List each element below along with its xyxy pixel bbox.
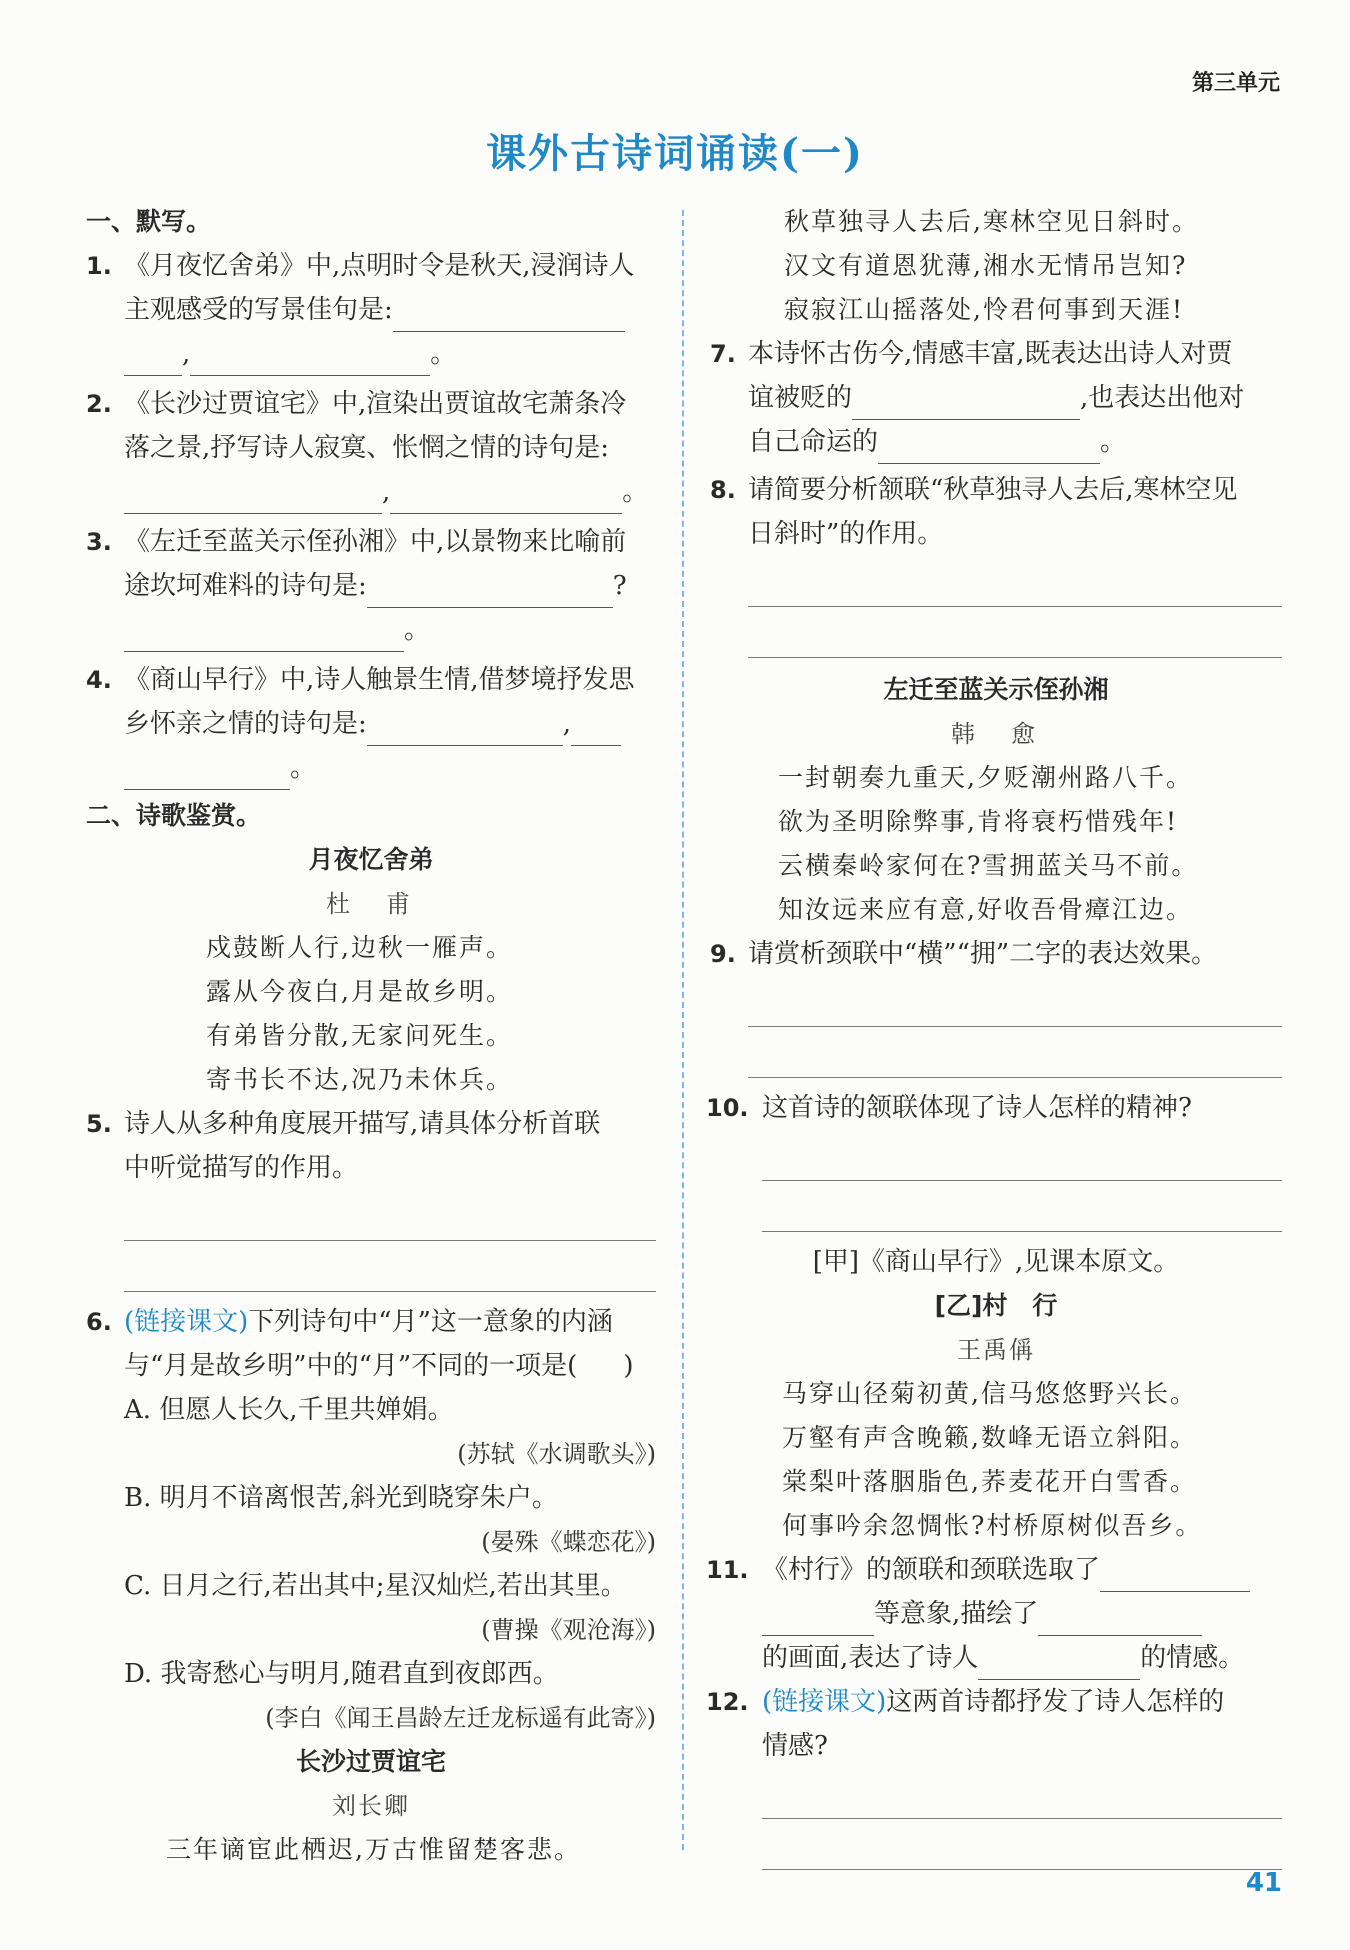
question-text: 主观感受的写景佳句是: [124,295,393,325]
answer-line[interactable] [748,556,1282,607]
answer-blank[interactable] [762,1605,874,1636]
question-text: 途坎坷难料的诗句是: [124,571,367,601]
answer-blank[interactable] [124,621,404,652]
answer-line[interactable] [748,1027,1282,1078]
poem-title: 长沙过贾谊宅 [295,1747,446,1776]
answer-line[interactable] [762,1181,1282,1232]
option-d: D. 我寄愁心与明月,随君直到夜郎西。 [124,1659,559,1689]
question-text: 诗人从多种角度展开描写,请具体分析首联 [124,1109,601,1139]
punctuation: 。 [290,753,317,783]
punctuation: 。 [1100,427,1127,457]
answer-blank[interactable] [1038,1605,1202,1636]
question-text: 《左迁至蓝关示侄孙湘》中,以景物来比喻前 [124,527,627,557]
poem-line: 露从今夜白,月是故乡明。 [206,977,513,1006]
question-6 [86,1300,656,1388]
answer-blank[interactable] [190,345,430,376]
question-number: 9. [710,940,736,968]
poem-line: 知汝远来应有意,好收吾骨瘴江边。 [778,895,1193,924]
answer-line[interactable] [124,1190,656,1241]
question-text: 本诗怀古伤今,情感丰富,既表达出诗人对贾 [748,339,1233,369]
question-number: 7. [710,340,736,368]
poem-line: 寂寂江山摇落处,怜君何事到天涯! [784,295,1184,324]
poem-author: 韩 愈 [951,720,1041,748]
answer-blank[interactable] [124,759,290,790]
page-number: 41 [1245,1868,1282,1898]
section-2-heading: 二、诗歌鉴赏。 [86,801,262,830]
column-divider [682,210,684,1850]
poem-reference: [甲]《商山早行》,见课本原文。 [812,1247,1180,1277]
question-number: 12. [706,1688,749,1716]
poem-author: 杜 甫 [326,890,416,918]
answer-blank[interactable] [367,577,613,608]
answer-blank[interactable] [878,433,1100,464]
unit-label: 第三单元 [1191,71,1280,96]
answer-line[interactable] [762,1819,1282,1870]
answer-blank[interactable] [1100,1561,1250,1592]
question-text: 谊被贬的 [748,383,853,413]
answer-blank[interactable] [852,389,1080,420]
poem-line: 欲为圣明除弊事,肯将衰朽惜残年! [778,807,1178,836]
answer-line[interactable] [124,1241,656,1292]
punctuation: 。 [622,477,649,507]
option-c: C. 日月之行,若出其中;星汉灿烂,若出其里。 [124,1571,627,1601]
answer-line[interactable] [748,976,1282,1027]
question-text: 的画面,表达了诗人 [762,1643,979,1673]
question-text: 请赏析颈联中“横”“拥”二字的表达效果。 [748,939,1218,969]
poem-line: 寄书长不达,况乃未休兵。 [206,1065,513,1094]
question-10 [706,1086,1282,1130]
question-number: 3. [86,528,112,556]
question-3 [86,520,656,652]
link-tag: (链接课文) [762,1687,887,1717]
question-text: 日斜时”的作用。 [748,519,944,549]
poem-author: 刘长卿 [332,1792,410,1820]
option-source: (苏轼《水调歌头》) [457,1440,656,1468]
answer-blank[interactable] [124,345,182,376]
answer-blank[interactable] [571,715,621,746]
poem-line: 汉文有道恩犹薄,湘水无情吊岂知? [784,251,1188,280]
question-4 [86,658,656,790]
question-number: 5. [86,1110,112,1138]
link-tag: (链接课文) [124,1307,249,1337]
answer-blank[interactable] [390,483,622,514]
question-text: 请简要分析颔联“秋草独寻人去后,寒林空见 [748,475,1238,505]
punctuation: 。 [404,615,431,645]
poem-line: 马穿山径菊初黄,信马悠悠野兴长。 [782,1379,1197,1408]
right-column [706,200,1282,1870]
question-text: 中听觉描写的作用。 [124,1153,359,1183]
question-5 [86,1102,656,1190]
question-text: 《长沙过贾谊宅》中,渲染出贾谊故宅萧条冷 [124,389,627,419]
question-number: 6. [86,1308,112,1336]
page-title: 课外古诗词诵读(一) [486,130,864,177]
poem-line: 有弟皆分散,无家问死生。 [206,1021,513,1050]
answer-blank[interactable] [978,1649,1140,1680]
question-text: 乡怀亲之情的诗句是: [124,709,367,739]
option-source: (曹操《观沧海》) [481,1616,656,1644]
question-text: 《月夜忆舍弟》中,点明时令是秋天,浸润诗人 [124,251,635,281]
question-text: 这两首诗都抒发了诗人怎样的 [886,1687,1225,1717]
question-text: 的情感。 [1140,1643,1245,1673]
poem-line: 三年谪宦此栖迟,万古惟留楚客悲。 [166,1835,581,1864]
question-7 [710,332,1282,464]
question-text: 自己命运的 [748,427,879,457]
question-8 [710,468,1282,556]
option-source: (晏殊《蝶恋花》) [481,1528,656,1556]
punctuation: , [182,339,191,369]
question-number: 8. [710,476,736,504]
question-number: 1. [86,252,112,280]
question-text: 与“月是故乡明”中的“月”不同的一项是( [124,1351,578,1381]
section-1-heading: 一、默写。 [86,207,212,236]
question-number: 10. [706,1094,749,1122]
option-source: (李白《闻王昌龄左迁龙标遥有此寄》) [265,1704,656,1732]
punctuation: , [562,709,572,739]
question-2 [86,382,656,514]
answer-blank[interactable] [393,301,625,332]
answer-line[interactable] [762,1130,1282,1181]
question-text: ,也表达出他对 [1080,383,1245,413]
question-text: 下列诗句中“月”这一意象的内涵 [248,1307,613,1337]
question-text: 《商山早行》中,诗人触景生情,借梦境抒发思 [124,665,635,695]
question-number: 11. [706,1556,749,1584]
question-text: 《村行》的颔联和颈联选取了 [762,1555,1101,1585]
poem-title: 左迁至蓝关示侄孙湘 [883,675,1109,704]
question-11 [706,1548,1282,1680]
punctuation: 。 [430,339,457,369]
question-9 [710,932,1282,976]
poem-line: 棠梨叶落胭脂色,荞麦花开白雪香。 [782,1467,1197,1496]
answer-line[interactable] [748,607,1282,658]
left-column [86,200,656,1872]
question-number: 2. [86,390,112,418]
option-b: B. 明月不谙离恨苦,斜光到晓穿朱户。 [124,1483,558,1513]
poem-line: 秋草独寻人去后,寒林空见日斜时。 [784,207,1199,236]
question-text: 等意象,描绘了 [874,1599,1039,1629]
poem-title: [乙]村 行 [934,1291,1058,1320]
answer-blank[interactable] [124,483,382,514]
poem-line: 云横秦岭家何在?雪拥蓝关马不前。 [778,851,1199,880]
answer-line[interactable] [762,1768,1282,1819]
answer-blank[interactable] [367,715,563,746]
question-text: 这首诗的颔联体现了诗人怎样的精神? [762,1093,1192,1123]
punctuation: ? [612,571,627,601]
punctuation: , [382,477,391,507]
poem-title: 月夜忆舍弟 [308,845,434,874]
punctuation: ) [623,1351,634,1381]
question-number: 4. [86,666,112,694]
option-a: A. 但愿人长久,千里共婵娟。 [124,1395,454,1425]
poem-line: 万壑有声含晚籁,数峰无语立斜阳。 [782,1423,1197,1452]
question-12 [706,1680,1282,1768]
poem-line: 一封朝奏九重天,夕贬潮州路八千。 [778,763,1193,792]
question-text: 落之景,抒写诗人寂寞、怅惘之情的诗句是: [124,433,610,463]
question-1 [86,244,656,376]
poem-line: 何事吟余忽惆怅?村桥原树似吾乡。 [782,1511,1203,1540]
poem-line: 戍鼓断人行,边秋一雁声。 [206,933,513,962]
poem-author: 王禹偁 [957,1336,1035,1364]
question-text: 情感? [762,1731,828,1761]
